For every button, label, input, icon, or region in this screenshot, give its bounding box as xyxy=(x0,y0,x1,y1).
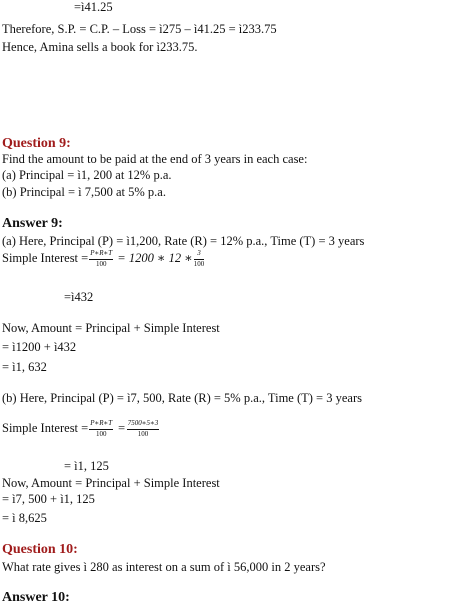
answer-9-heading: Answer 9: xyxy=(2,216,63,231)
simple-interest-formula-b xyxy=(2,420,160,438)
fraction-denominator: 100 xyxy=(95,259,107,268)
substitution-fraction xyxy=(194,250,205,268)
fraction-numerator: P∗R∗T xyxy=(89,250,113,260)
simple-interest-result-a: =ì432 xyxy=(64,290,94,304)
simple-interest-label: Simple Interest = xyxy=(2,251,89,266)
result-line: =ì41.25 xyxy=(74,0,113,14)
question-10-heading: Question 10: xyxy=(2,542,78,557)
amount-formula-a: Now, Amount = Principal + Simple Interest xyxy=(2,321,220,335)
sp-calculation-line: Therefore, S.P. = C.P. – Loss = ì275 – ì41.25 = ì233.75 xyxy=(2,22,277,36)
fraction-numerator: 3 xyxy=(194,250,205,260)
question-9-part-b: (b) Principal = ì 7,500 at 5% p.a. xyxy=(2,185,166,199)
formula-fraction xyxy=(89,250,113,268)
answer-9-part-a-given: (a) Here, Principal (P) = ì1,200, Rate (R) = 12% p.a., Time (T) = 3 years xyxy=(2,234,365,248)
answer-10-heading: Answer 10: xyxy=(2,590,70,605)
fraction-numerator: P∗R∗T xyxy=(89,420,113,430)
formula-substitution: = 1200 ∗ 12 ∗ xyxy=(117,251,193,266)
substitution-fraction xyxy=(127,420,160,438)
amount-sum-a: = ì1200 + ì432 xyxy=(2,340,77,354)
question-9-heading: Question 9: xyxy=(2,136,71,151)
fraction-numerator: 7500∗5∗3 xyxy=(127,420,160,430)
formula-equals: = xyxy=(117,421,126,436)
simple-interest-label: Simple Interest = xyxy=(2,421,89,436)
formula-fraction xyxy=(89,420,113,438)
question-9-text: Find the amount to be paid at the end of 3 years in each case: xyxy=(2,152,308,166)
amount-sum-b: = ì7, 500 + ì1, 125 xyxy=(2,492,95,506)
simple-interest-formula-a xyxy=(2,250,205,268)
fraction-denominator: 100 xyxy=(193,259,205,268)
fraction-denominator: 100 xyxy=(137,429,149,438)
amount-result-a: = ì1, 632 xyxy=(2,360,47,374)
conclusion-line: Hence, Amina sells a book for ì233.75. xyxy=(2,40,198,54)
fraction-denominator: 100 xyxy=(95,429,107,438)
amount-result-b: = ì 8,625 xyxy=(2,511,47,525)
amount-formula-b: Now, Amount = Principal + Simple Interest xyxy=(2,476,220,490)
question-9-part-a: (a) Principal = ì1, 200 at 12% p.a. xyxy=(2,168,172,182)
simple-interest-result-b: = ì1, 125 xyxy=(64,459,109,473)
answer-9-part-b-given: (b) Here, Principal (P) = ì7, 500, Rate (R) = 5% p.a., Time (T) = 3 years xyxy=(2,391,362,405)
question-10-text: What rate gives ì 280 as interest on a sum of ì 56,000 in 2 years? xyxy=(2,560,326,574)
